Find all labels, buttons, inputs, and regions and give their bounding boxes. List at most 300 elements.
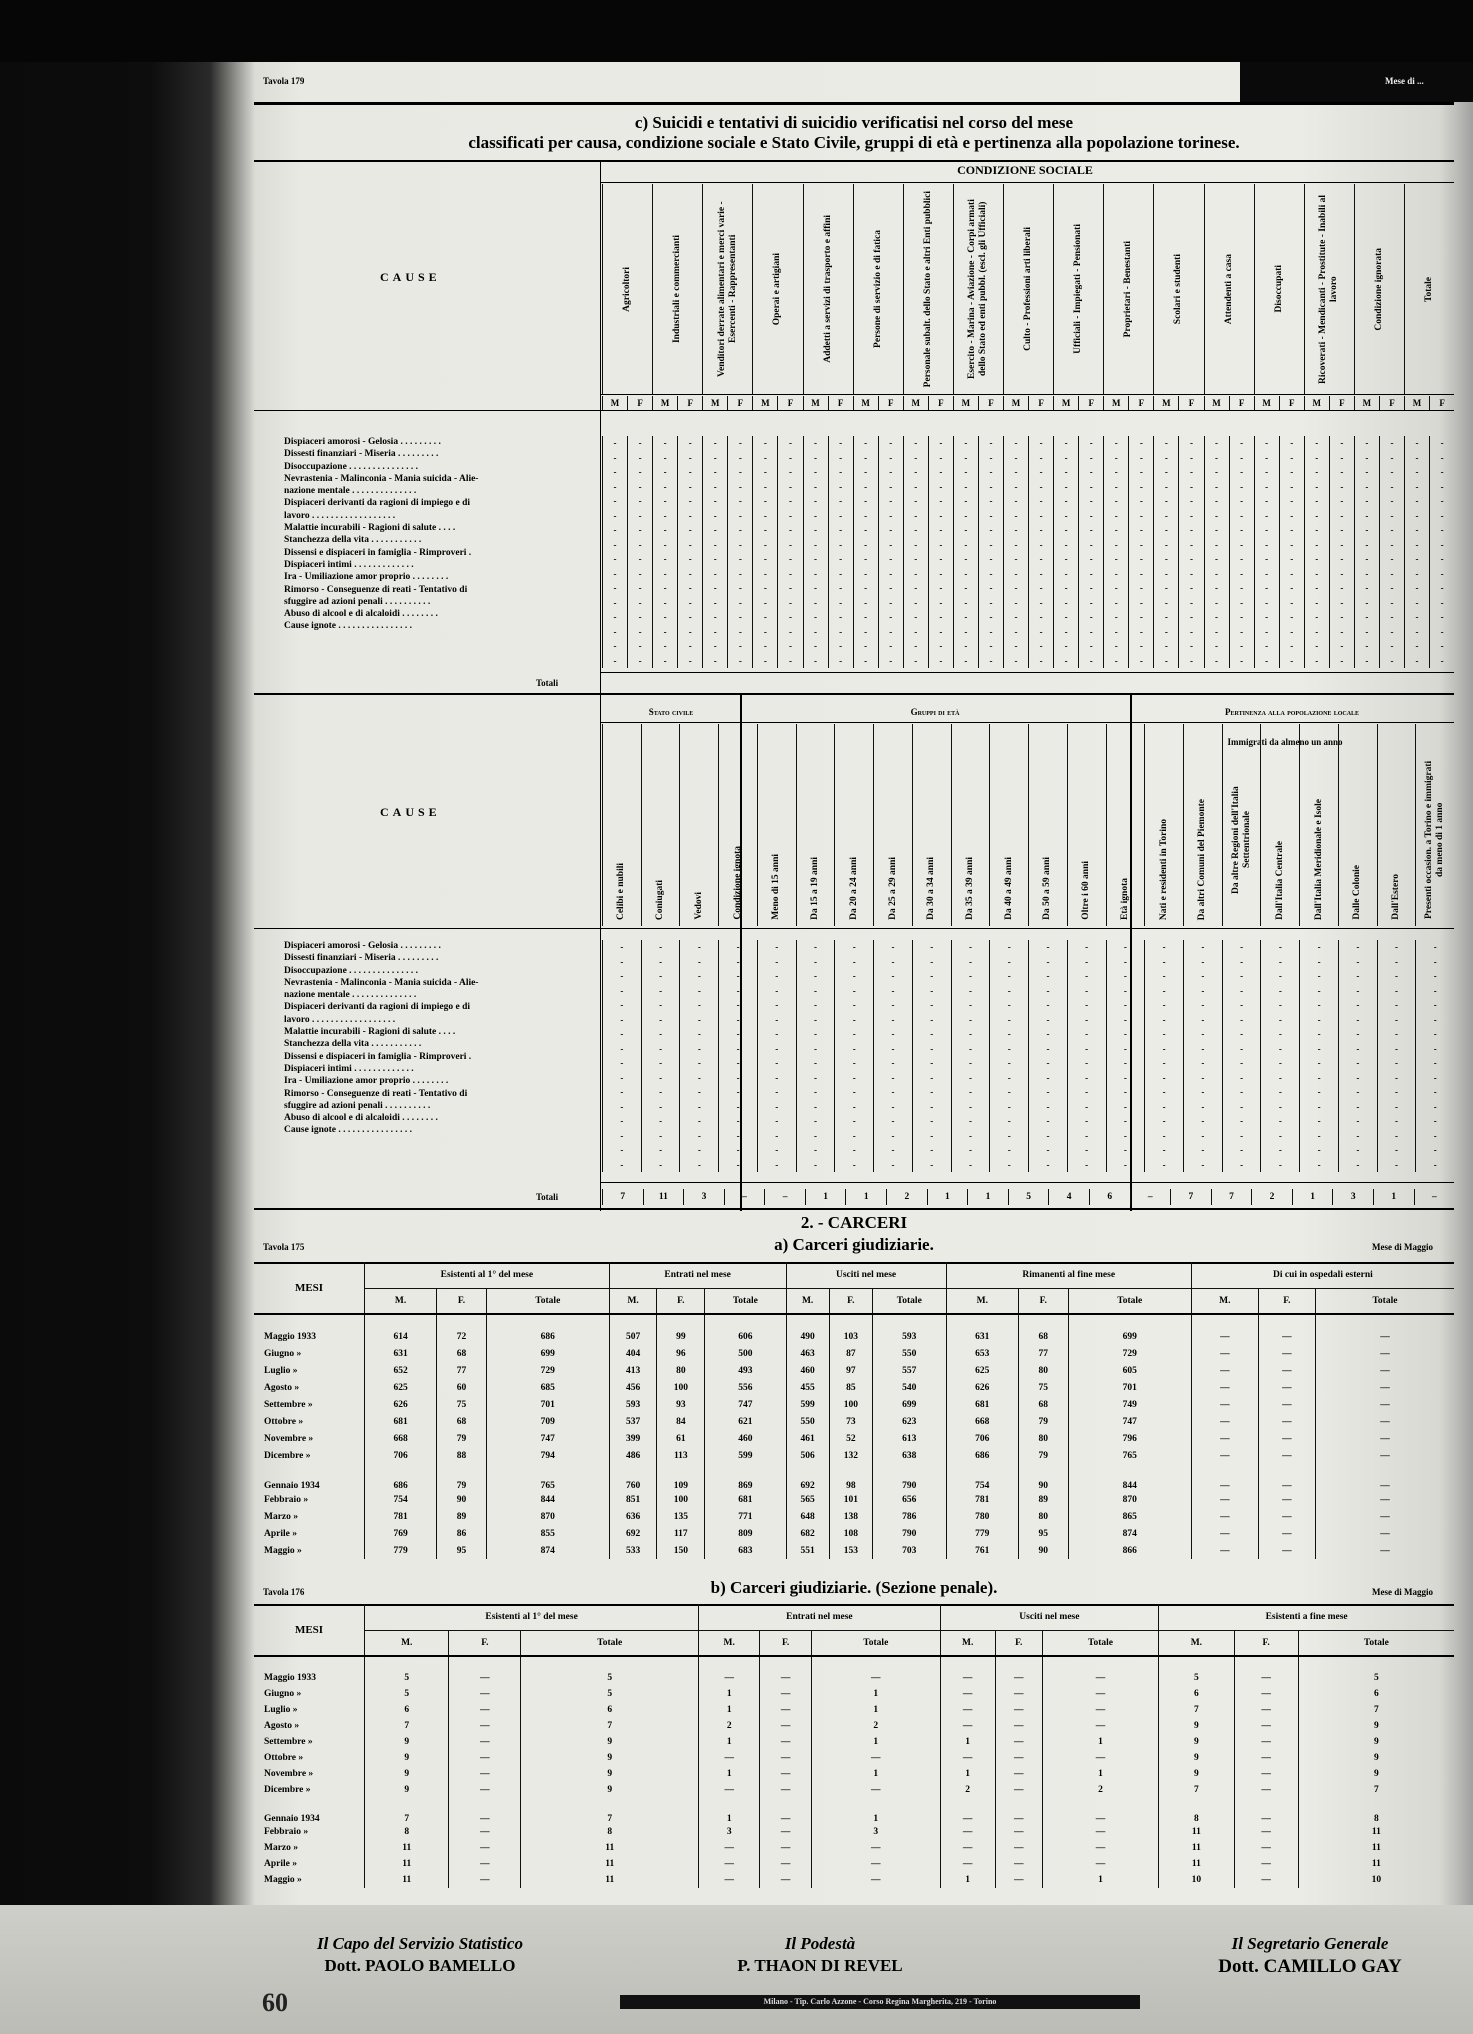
value-cell: — bbox=[1258, 1396, 1315, 1413]
grid-cell: - bbox=[968, 1101, 972, 1112]
grid-cell: - bbox=[1164, 496, 1168, 506]
t175-mese: Mese di Maggio bbox=[1372, 1242, 1433, 1252]
month-label: Maggio 1933 bbox=[254, 1328, 365, 1345]
grid-cell: - bbox=[1290, 496, 1294, 506]
value-cell: 9 bbox=[1298, 1718, 1454, 1734]
grid-cell: - bbox=[1340, 583, 1344, 593]
cause-row-label: Dispiaceri intimi . . . . . . . . . . . . . bbox=[284, 559, 414, 570]
grid-column bbox=[1028, 940, 1067, 1172]
grid-cell: - bbox=[697, 956, 701, 967]
grid-cell: - bbox=[697, 1014, 701, 1025]
grid-cell: - bbox=[620, 1014, 624, 1025]
t2-column-header bbox=[1144, 724, 1183, 926]
value-cell: 668 bbox=[365, 1430, 437, 1447]
grid-cell: - bbox=[659, 942, 663, 952]
grid-cell: - bbox=[839, 525, 843, 535]
grid-cell: - bbox=[763, 626, 767, 637]
grid-cell: - bbox=[968, 1043, 972, 1054]
grid-cell: - bbox=[688, 626, 692, 637]
grid-cell: - bbox=[1189, 612, 1193, 622]
grid-cell: - bbox=[1046, 1116, 1050, 1126]
grid-cell: - bbox=[788, 510, 792, 521]
grid-cell: - bbox=[891, 1145, 895, 1155]
grid-cell: - bbox=[939, 597, 943, 608]
footer-mid-name: P. THAON DI REVEL bbox=[737, 1956, 903, 1975]
grid-cell: - bbox=[1265, 438, 1269, 448]
grid-cell: - bbox=[688, 481, 692, 492]
pertinenza-header: Pertinenza alla popolazione locale bbox=[1224, 707, 1360, 717]
value-cell: 3 bbox=[699, 1824, 760, 1840]
grid-cell: - bbox=[1114, 539, 1118, 550]
value-cell: 631 bbox=[365, 1345, 437, 1362]
t2-total-rule bbox=[600, 1182, 1454, 1183]
value-cell: 686 bbox=[946, 1447, 1018, 1464]
grid-cell: - bbox=[814, 467, 818, 477]
grid-cell: - bbox=[1340, 626, 1344, 637]
grid-cell: - bbox=[738, 467, 742, 477]
grid-cell: - bbox=[1415, 467, 1419, 477]
grid-cell: - bbox=[663, 496, 667, 506]
value-cell: 765 bbox=[1068, 1447, 1191, 1464]
grid-cell: - bbox=[852, 1043, 856, 1054]
value-cell: — bbox=[940, 1702, 995, 1718]
grid-cell: - bbox=[638, 467, 642, 477]
cause-row-label: sfuggire ad azioni penali . . . . . . . . . . bbox=[284, 596, 431, 607]
grid-cell: - bbox=[1240, 554, 1244, 564]
month-label: Marzo » bbox=[254, 1840, 365, 1856]
table-row bbox=[254, 1718, 1454, 1734]
grid-cell: - bbox=[788, 583, 792, 593]
grid-cell: - bbox=[1278, 1058, 1282, 1068]
grid-cell: - bbox=[914, 510, 918, 521]
grid-cell: - bbox=[1290, 597, 1294, 608]
value-cell: 68 bbox=[1018, 1328, 1068, 1345]
social-column-label: Ricoverati - Mendicanti - Prostitute - Inabili al lavoro bbox=[1318, 194, 1340, 384]
grid-cell: - bbox=[1201, 1043, 1205, 1054]
value-cell: 108 bbox=[829, 1525, 872, 1542]
table-row bbox=[254, 1856, 1454, 1872]
grid-cell: - bbox=[1240, 568, 1244, 579]
grid-cell: - bbox=[1007, 956, 1011, 967]
grid-cell: - bbox=[930, 1014, 934, 1025]
grid-cell: - bbox=[1356, 956, 1360, 967]
grid-cell: - bbox=[989, 597, 993, 608]
grid-cell: - bbox=[1039, 641, 1043, 651]
value-cell: — bbox=[1315, 1345, 1454, 1362]
grid-cell: - bbox=[1114, 568, 1118, 579]
grid-cell: - bbox=[1085, 1058, 1089, 1068]
cause-row-label: Disoccupazione . . . . . . . . . . . . . . . bbox=[284, 965, 419, 976]
grid-cell: - bbox=[736, 1087, 740, 1097]
table-row bbox=[254, 1508, 1454, 1525]
t2-column-label: Vedovi bbox=[693, 892, 704, 920]
grid-cell: - bbox=[889, 612, 893, 622]
value-cell: — bbox=[995, 1872, 1042, 1888]
grid-cell: - bbox=[1340, 496, 1344, 506]
grid-cell: - bbox=[613, 496, 617, 506]
grid-cell: - bbox=[891, 1101, 895, 1112]
value-cell: 5 bbox=[1159, 1670, 1234, 1686]
grid-column bbox=[1003, 436, 1028, 668]
grid-cell: - bbox=[1123, 956, 1127, 967]
grid-cell: - bbox=[713, 539, 717, 550]
grid-column bbox=[1354, 436, 1379, 668]
t2-total-cell: 1 bbox=[967, 1189, 1008, 1205]
grid-cell: - bbox=[839, 539, 843, 550]
grid-cell: - bbox=[1215, 510, 1219, 521]
grid-cell: - bbox=[775, 1000, 779, 1010]
grid-cell: - bbox=[1390, 568, 1394, 579]
section-c-title-line1: c) Suicidi e tentativi di suicidio verificatisi nel corso del mese bbox=[634, 113, 1074, 132]
value-cell: 11 bbox=[365, 1856, 449, 1872]
value-cell: — bbox=[699, 1856, 760, 1872]
grid-cell: - bbox=[1290, 641, 1294, 651]
grid-cell: - bbox=[989, 568, 993, 579]
value-cell: — bbox=[1315, 1525, 1454, 1542]
grid-cell: - bbox=[1390, 641, 1394, 651]
subheader-cell: F. bbox=[449, 1630, 521, 1656]
grid-cell: - bbox=[1014, 597, 1018, 608]
grid-cell: - bbox=[889, 583, 893, 593]
grid-cell: - bbox=[1390, 452, 1394, 463]
t2-column-header bbox=[989, 724, 1028, 926]
grid-cell: - bbox=[1039, 467, 1043, 477]
grid-cell: - bbox=[889, 525, 893, 535]
grid-cell: - bbox=[1317, 1043, 1321, 1054]
grid-cell: - bbox=[663, 626, 667, 637]
value-cell: 692 bbox=[609, 1525, 657, 1542]
spacer-cell bbox=[657, 1314, 705, 1328]
value-cell: — bbox=[1315, 1508, 1454, 1525]
spacer-cell bbox=[1159, 1656, 1234, 1670]
grid-column bbox=[641, 940, 680, 1172]
footer-mid-title: Il Podestà bbox=[784, 1934, 856, 1953]
value-cell: 1 bbox=[940, 1734, 995, 1750]
month-label: Maggio 1933 bbox=[254, 1670, 365, 1686]
month-label: Agosto » bbox=[254, 1718, 365, 1734]
mf-label: M bbox=[1153, 396, 1178, 410]
grid-cell: - bbox=[1240, 438, 1244, 448]
grid-cell: - bbox=[1440, 539, 1444, 550]
t2-column-label: Da 15 a 19 anni bbox=[810, 857, 821, 920]
grid-cell: - bbox=[638, 539, 642, 550]
grid-cell: - bbox=[914, 612, 918, 622]
value-cell: — bbox=[1258, 1413, 1315, 1430]
t2-total-cell: 11 bbox=[643, 1189, 684, 1205]
grid-cell: - bbox=[1139, 655, 1143, 666]
grid-cell: - bbox=[1340, 568, 1344, 579]
t1-end-rule bbox=[254, 693, 1454, 695]
value-cell: 865 bbox=[1068, 1508, 1191, 1525]
grid-cell: - bbox=[968, 1130, 972, 1141]
scan-top-shadow bbox=[0, 0, 1473, 62]
spacer-cell bbox=[365, 1314, 437, 1328]
grid-cell: - bbox=[1356, 1159, 1360, 1170]
grid-cell: - bbox=[1114, 496, 1118, 506]
t176-mese: Mese di Maggio bbox=[1372, 1587, 1433, 1597]
value-cell: — bbox=[699, 1872, 760, 1888]
grid-cell: - bbox=[914, 597, 918, 608]
value-cell: — bbox=[760, 1670, 812, 1686]
grid-cell: - bbox=[1395, 1000, 1399, 1010]
grid-cell: - bbox=[620, 1130, 624, 1141]
cause-row-label: Dissensi e dispiaceri in famiglia - Rimproveri . bbox=[284, 1051, 472, 1062]
grid-cell: - bbox=[736, 1159, 740, 1170]
grid-cell: - bbox=[1440, 452, 1444, 463]
value-cell: 7 bbox=[1159, 1702, 1234, 1718]
grid-cell: - bbox=[613, 612, 617, 622]
grid-cell: - bbox=[852, 1087, 856, 1097]
scan-corner-shadow bbox=[1240, 62, 1473, 102]
grid-cell: - bbox=[889, 568, 893, 579]
month-label: Maggio » bbox=[254, 1872, 365, 1888]
value-cell: 490 bbox=[786, 1328, 829, 1345]
grid-cell: - bbox=[1189, 452, 1193, 463]
value-cell: 1 bbox=[1042, 1734, 1158, 1750]
grid-cell: - bbox=[736, 1029, 740, 1039]
grid-cell: - bbox=[1007, 1029, 1011, 1039]
grid-cell: - bbox=[1415, 583, 1419, 593]
grid-cell: - bbox=[1290, 438, 1294, 448]
grid-cell: - bbox=[613, 641, 617, 651]
grid-cell: - bbox=[1265, 612, 1269, 622]
grid-cell: - bbox=[613, 510, 617, 521]
grid-cell: - bbox=[1085, 1014, 1089, 1025]
subheader-cell: M. bbox=[1191, 1288, 1258, 1314]
title-rule bbox=[254, 160, 1454, 162]
grid-cell: - bbox=[1014, 452, 1018, 463]
month-label: Luglio » bbox=[254, 1702, 365, 1718]
grid-cell: - bbox=[1440, 510, 1444, 521]
grid-cell: - bbox=[839, 583, 843, 593]
grid-cell: - bbox=[1014, 568, 1018, 579]
value-cell: — bbox=[1191, 1525, 1258, 1542]
table-row bbox=[254, 1464, 1454, 1491]
value-cell: 9 bbox=[521, 1766, 699, 1782]
spacer-cell bbox=[449, 1656, 521, 1670]
spacer-cell bbox=[940, 1656, 995, 1670]
value-cell: 9 bbox=[1298, 1766, 1454, 1782]
grid-cell: - bbox=[1395, 1043, 1399, 1054]
grid-cell: - bbox=[989, 452, 993, 463]
value-cell: 686 bbox=[365, 1464, 437, 1491]
value-cell: 769 bbox=[365, 1525, 437, 1542]
value-cell: 8 bbox=[521, 1824, 699, 1840]
grid-cell: - bbox=[1356, 1087, 1360, 1097]
grid-cell: - bbox=[891, 1159, 895, 1170]
grid-cell: - bbox=[763, 467, 767, 477]
grid-cell: - bbox=[964, 554, 968, 564]
grid-column bbox=[677, 436, 702, 668]
footer-right-name: Dott. CAMILLO GAY bbox=[1218, 1956, 1402, 1977]
grid-cell: - bbox=[775, 956, 779, 967]
grid-cell: - bbox=[1164, 641, 1168, 651]
grid-cell: - bbox=[736, 1000, 740, 1010]
value-cell: 5 bbox=[521, 1670, 699, 1686]
grid-cell: - bbox=[713, 641, 717, 651]
grid-cell: - bbox=[1089, 510, 1093, 521]
tavola-number-top: Tavola 179 bbox=[263, 76, 305, 86]
table-group-header-row bbox=[254, 1604, 1454, 1630]
value-cell: 648 bbox=[786, 1508, 829, 1525]
grid-cell: - bbox=[1356, 1000, 1360, 1010]
value-cell: — bbox=[1042, 1824, 1158, 1840]
grid-cell: - bbox=[1139, 583, 1143, 593]
value-cell: 6 bbox=[521, 1702, 699, 1718]
value-cell: 1 bbox=[812, 1702, 941, 1718]
grid-cell: - bbox=[989, 525, 993, 535]
grid-cell: - bbox=[1278, 985, 1282, 996]
value-cell: — bbox=[940, 1824, 995, 1840]
grid-cell: - bbox=[1317, 1101, 1321, 1112]
value-cell: 95 bbox=[437, 1542, 487, 1559]
mf-label: M bbox=[1204, 396, 1229, 410]
value-cell: 9 bbox=[521, 1782, 699, 1798]
value-cell: 681 bbox=[946, 1396, 1018, 1413]
value-cell: 9 bbox=[365, 1782, 449, 1798]
table-175 bbox=[254, 1262, 1454, 1559]
grid-cell: - bbox=[864, 438, 868, 448]
grid-cell: - bbox=[968, 1058, 972, 1068]
grid-column bbox=[1404, 436, 1429, 668]
social-column-label: Scolari e studenti bbox=[1173, 253, 1184, 325]
grid-cell: - bbox=[939, 438, 943, 448]
value-cell: 2 bbox=[1042, 1782, 1158, 1798]
value-cell: 621 bbox=[705, 1413, 786, 1430]
grid-column bbox=[1260, 940, 1299, 1172]
grid-cell: - bbox=[939, 467, 943, 477]
grid-cell: - bbox=[889, 641, 893, 651]
value-cell: — bbox=[1234, 1702, 1298, 1718]
grid-cell: - bbox=[1189, 539, 1193, 550]
value-cell: 6 bbox=[365, 1702, 449, 1718]
value-cell: 7 bbox=[521, 1798, 699, 1824]
grid-cell: - bbox=[889, 655, 893, 666]
grid-cell: - bbox=[1089, 583, 1093, 593]
value-cell: 84 bbox=[657, 1413, 705, 1430]
grid-cell: - bbox=[964, 510, 968, 521]
grid-cell: - bbox=[1189, 583, 1193, 593]
t2-column-header bbox=[951, 724, 990, 926]
month-label: Giugno » bbox=[254, 1345, 365, 1362]
grid-cell: - bbox=[814, 1087, 818, 1097]
t2-column-header bbox=[1028, 724, 1067, 926]
grid-cell: - bbox=[1014, 626, 1018, 637]
grid-cell: - bbox=[763, 597, 767, 608]
mf-label: M bbox=[602, 396, 627, 410]
grid-cell: - bbox=[852, 1029, 856, 1039]
footer-left-name: Dott. PAOLO BAMELLO bbox=[324, 1956, 516, 1975]
grid-cell: - bbox=[1265, 452, 1269, 463]
cause-row-label: Ira - Umiliazione amor proprio . . . . . . . . bbox=[284, 572, 449, 583]
grid-cell: - bbox=[814, 583, 818, 593]
grid-cell: - bbox=[1315, 539, 1319, 550]
value-cell: 631 bbox=[946, 1328, 1018, 1345]
grid-cell: - bbox=[1201, 1130, 1205, 1141]
value-cell: 87 bbox=[829, 1345, 872, 1362]
grid-cell: - bbox=[889, 481, 893, 492]
grid-cell: - bbox=[1064, 612, 1068, 622]
grid-cell: - bbox=[1433, 1014, 1437, 1025]
grid-cell: - bbox=[788, 452, 792, 463]
grid-cell: - bbox=[1440, 467, 1444, 477]
value-cell: 692 bbox=[786, 1464, 829, 1491]
grid-cell: - bbox=[852, 1159, 856, 1170]
value-cell: 593 bbox=[609, 1396, 657, 1413]
grid-cell: - bbox=[1201, 971, 1205, 981]
grid-cell: - bbox=[713, 568, 717, 579]
grid-cell: - bbox=[1046, 1159, 1050, 1170]
grid-cell: - bbox=[1315, 568, 1319, 579]
grid-cell: - bbox=[1189, 554, 1193, 564]
grid-cell: - bbox=[1317, 1087, 1321, 1097]
value-cell: — bbox=[1258, 1362, 1315, 1379]
t2-column-label: Coniugati bbox=[655, 879, 666, 920]
grid-cell: - bbox=[1317, 971, 1321, 981]
value-cell: 11 bbox=[521, 1856, 699, 1872]
grid-cell: - bbox=[989, 655, 993, 666]
value-cell: 100 bbox=[657, 1491, 705, 1508]
grid-cell: - bbox=[1340, 641, 1344, 651]
cause-row-label: Malattie incurabili - Ragioni di salute . . . . bbox=[284, 523, 456, 534]
grid-cell: - bbox=[738, 554, 742, 564]
value-cell: 625 bbox=[946, 1362, 1018, 1379]
grid-cell: - bbox=[814, 1058, 818, 1068]
grid-cell: - bbox=[638, 626, 642, 637]
value-cell: — bbox=[760, 1798, 812, 1824]
value-cell: 754 bbox=[365, 1491, 437, 1508]
t2-column-label: Da 40 a 49 anni bbox=[1003, 857, 1014, 920]
grid-column bbox=[602, 436, 627, 668]
grid-cell: - bbox=[738, 539, 742, 550]
mf-label: M bbox=[1304, 396, 1329, 410]
grid-cell: - bbox=[1164, 452, 1168, 463]
mf-label: M bbox=[1354, 396, 1379, 410]
value-cell: 135 bbox=[657, 1508, 705, 1525]
t2-body-rule bbox=[254, 928, 1454, 929]
subheader-cell: M. bbox=[699, 1630, 760, 1656]
value-cell: — bbox=[812, 1750, 941, 1766]
grid-cell: - bbox=[1085, 956, 1089, 967]
grid-cell: - bbox=[1189, 655, 1193, 666]
grid-cell: - bbox=[1139, 539, 1143, 550]
value-cell: — bbox=[1258, 1525, 1315, 1542]
mf-label: F bbox=[1128, 396, 1153, 410]
cause-row-label: Dissensi e dispiaceri in famiglia - Rimproveri . bbox=[284, 547, 472, 558]
grid-cell: - bbox=[989, 626, 993, 637]
spacer-cell bbox=[365, 1656, 449, 1670]
subheader-cell: F. bbox=[995, 1630, 1042, 1656]
grid-cell: - bbox=[1164, 583, 1168, 593]
grid-cell: - bbox=[1123, 1101, 1127, 1112]
grid-cell: - bbox=[1114, 641, 1118, 651]
value-cell: 493 bbox=[705, 1362, 786, 1379]
subheader-cell: Totale bbox=[1298, 1630, 1454, 1656]
grid-cell: - bbox=[1007, 942, 1011, 952]
grid-cell: - bbox=[1315, 597, 1319, 608]
value-cell: 461 bbox=[786, 1430, 829, 1447]
group-header: Di cui in ospedali esterni bbox=[1191, 1262, 1454, 1288]
group-header: Usciti nel mese bbox=[786, 1262, 946, 1288]
grid-cell: - bbox=[1046, 1072, 1050, 1083]
grid-cell: - bbox=[1278, 1072, 1282, 1083]
grid-cell: - bbox=[1162, 1058, 1166, 1068]
mese-top: Mese di ... bbox=[1385, 76, 1424, 86]
grid-cell: - bbox=[939, 539, 943, 550]
social-column-header bbox=[953, 184, 1003, 394]
grid-cell: - bbox=[1317, 985, 1321, 996]
cause-row-label: Disoccupazione . . . . . . . . . . . . . . . bbox=[284, 461, 419, 472]
